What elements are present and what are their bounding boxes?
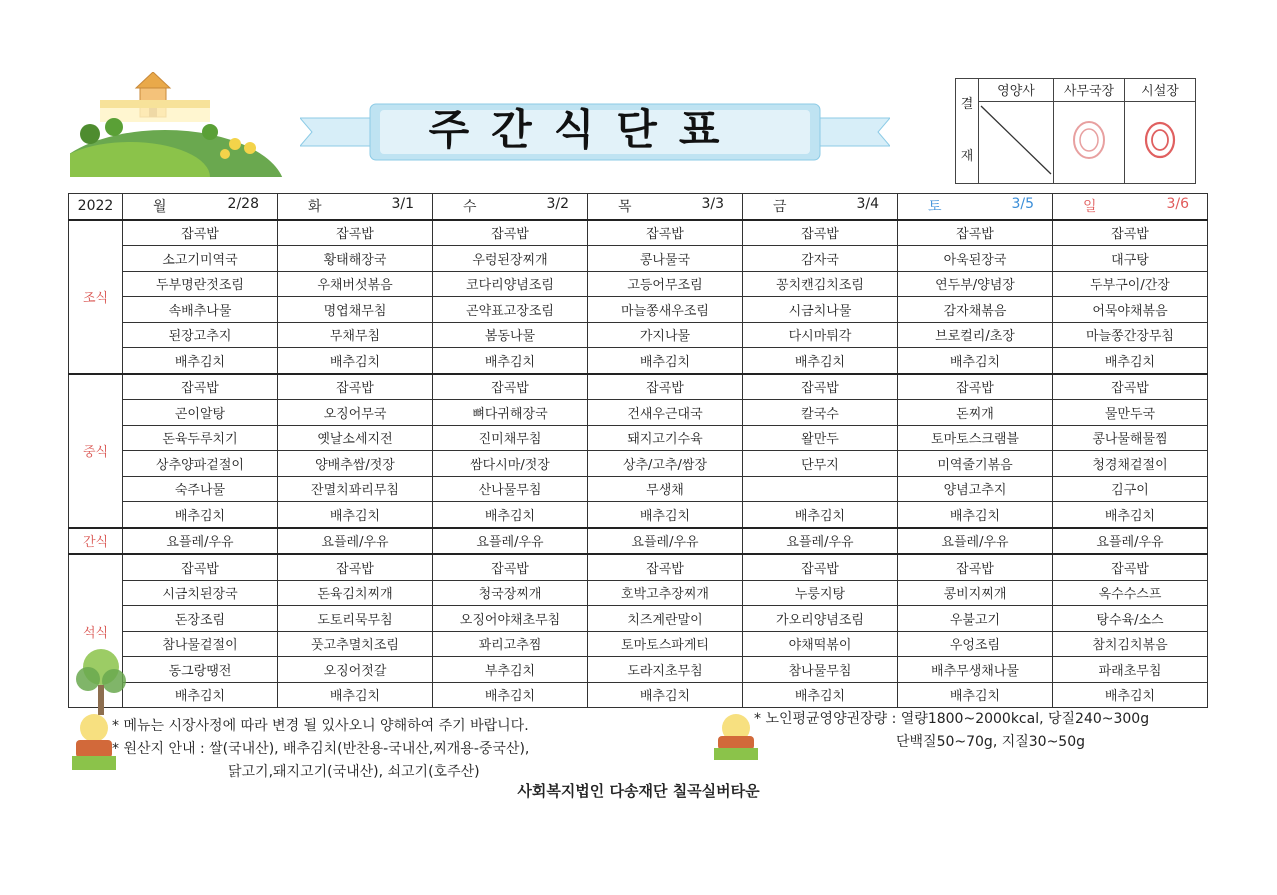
menu-cell: 배추김치 bbox=[123, 502, 278, 528]
garden-illustration bbox=[712, 712, 760, 762]
menu-cell: 잡곡밥 bbox=[1053, 220, 1208, 246]
menu-cell: 우엉조림 bbox=[898, 631, 1053, 657]
menu-cell: 참치김치볶음 bbox=[1053, 631, 1208, 657]
menu-cell: 건새우근대국 bbox=[588, 400, 743, 426]
menu-row bbox=[69, 297, 1208, 323]
menu-cell: 잡곡밥 bbox=[123, 220, 278, 246]
day-header-5 bbox=[743, 194, 898, 220]
menu-cell: 봄동나물 bbox=[433, 322, 588, 348]
menu-row bbox=[69, 682, 1208, 708]
menu-cell: 오징어젓갈 bbox=[278, 657, 433, 683]
menu-cell: 브로컬리/초장 bbox=[898, 322, 1053, 348]
menu-cell: 쌈다시마/젓장 bbox=[433, 451, 588, 477]
origin-note: * 원산지 안내 : 쌀(국내산), 배추김치(반찬용-국내산,찌개용-중국산), bbox=[112, 741, 530, 757]
menu-cell: 배추김치 bbox=[433, 348, 588, 374]
menu-cell: 배추김치 bbox=[743, 682, 898, 708]
menu-cell: 가오리양념조림 bbox=[743, 606, 898, 632]
menu-cell: 배추김치 bbox=[1053, 502, 1208, 528]
menu-cell: 옛날소세지전 bbox=[278, 425, 433, 451]
menu-cell: 배추김치 bbox=[898, 682, 1053, 708]
menu-cell: 된장고추지 bbox=[123, 322, 278, 348]
menu-cell: 잔멸치꽈리무침 bbox=[278, 476, 433, 502]
menu-cell: 배추김치 bbox=[278, 348, 433, 374]
menu-cell: 잡곡밥 bbox=[1053, 554, 1208, 580]
nutrition-note: * 노인평균영양권장량 : 열량1800~2000kcal, 당질240~300g bbox=[754, 711, 1150, 727]
menu-cell: 누룽지탕 bbox=[743, 580, 898, 606]
menu-cell: 속배추나물 bbox=[123, 297, 278, 323]
menu-cell: 두부구이/간장 bbox=[1053, 271, 1208, 297]
approval-sign-office-manager bbox=[1054, 101, 1125, 184]
menu-cell: 물만두국 bbox=[1053, 400, 1208, 426]
menu-cell: 왈만두 bbox=[743, 425, 898, 451]
menu-cell: 콩나물국 bbox=[588, 246, 743, 272]
menu-cell: 요플레/우유 bbox=[278, 528, 433, 555]
menu-cell: 시금치된장국 bbox=[123, 580, 278, 606]
day-header-6 bbox=[898, 194, 1053, 220]
menu-cell: 숙주나물 bbox=[123, 476, 278, 502]
menu-cell: 호박고추장찌개 bbox=[588, 580, 743, 606]
menu-row bbox=[69, 400, 1208, 426]
day-name: 목 bbox=[618, 199, 632, 216]
menu-cell: 잡곡밥 bbox=[743, 374, 898, 400]
menu-cell: 명엽채무침 bbox=[278, 297, 433, 323]
menu-cell: 두부명란젓조림 bbox=[123, 271, 278, 297]
menu-row bbox=[69, 322, 1208, 348]
menu-cell: 오징어무국 bbox=[278, 400, 433, 426]
menu-cell: 잡곡밥 bbox=[588, 554, 743, 580]
menu-cell: 산나물무침 bbox=[433, 476, 588, 502]
approval-sign-dietitian bbox=[979, 101, 1054, 184]
menu-row bbox=[69, 580, 1208, 606]
menu-cell: 꽁치캔김치조림 bbox=[743, 271, 898, 297]
menu-row bbox=[69, 246, 1208, 272]
day-date: 3/2 bbox=[546, 196, 569, 213]
menu-cell: 배추김치 bbox=[278, 502, 433, 528]
menu-cell: 진미채무침 bbox=[433, 425, 588, 451]
menu-cell: 잡곡밥 bbox=[123, 554, 278, 580]
menu-cell: 배추김치 bbox=[123, 682, 278, 708]
menu-cell: 고등어무조림 bbox=[588, 271, 743, 297]
menu-cell: 마늘쫑새우조림 bbox=[588, 297, 743, 323]
day-date: 2/28 bbox=[227, 196, 259, 213]
menu-cell: 감자국 bbox=[743, 246, 898, 272]
menu-row bbox=[69, 554, 1208, 580]
menu-cell: 꽈리고추찜 bbox=[433, 631, 588, 657]
menu-cell: 감자채볶음 bbox=[898, 297, 1053, 323]
meal-label: 중식 bbox=[69, 374, 123, 528]
menu-cell: 도라지초무침 bbox=[588, 657, 743, 683]
menu-row bbox=[69, 476, 1208, 502]
menu-cell: 청국장찌개 bbox=[433, 580, 588, 606]
menu-row bbox=[69, 271, 1208, 297]
menu-cell: 황태해장국 bbox=[278, 246, 433, 272]
day-name: 일 bbox=[1083, 199, 1097, 216]
menu-cell: 요플레/우유 bbox=[743, 528, 898, 555]
menu-cell: 돈찌개 bbox=[898, 400, 1053, 426]
menu-cell: 오징어야채초무침 bbox=[433, 606, 588, 632]
menu-cell: 요플레/우유 bbox=[588, 528, 743, 555]
menu-cell: 양배추쌈/젓장 bbox=[278, 451, 433, 477]
day-date: 3/1 bbox=[391, 196, 414, 213]
menu-cell: 마늘쫑간장무침 bbox=[1053, 322, 1208, 348]
menu-cell: 참나물겉절이 bbox=[123, 631, 278, 657]
menu-row bbox=[69, 425, 1208, 451]
menu-cell: 잡곡밥 bbox=[898, 374, 1053, 400]
approval-box bbox=[955, 78, 1196, 184]
menu-row bbox=[69, 631, 1208, 657]
menu-cell: 곤이알탕 bbox=[123, 400, 278, 426]
menu-cell: 잡곡밥 bbox=[898, 554, 1053, 580]
day-header-2 bbox=[278, 194, 433, 220]
menu-cell: 어묵야채볶음 bbox=[1053, 297, 1208, 323]
menu-cell: 요플레/우유 bbox=[898, 528, 1053, 555]
menu-cell: 김구이 bbox=[1053, 476, 1208, 502]
church-hill-illustration bbox=[70, 72, 290, 177]
origin-note-continued: 닭고기,돼지고기(국내산), 쇠고기(호주산) bbox=[228, 764, 480, 780]
day-name: 월 bbox=[153, 199, 167, 216]
menu-row bbox=[69, 528, 1208, 555]
menu-cell: 양념고추지 bbox=[898, 476, 1053, 502]
menu-cell: 곤약표고장조림 bbox=[433, 297, 588, 323]
menu-cell: 잡곡밥 bbox=[743, 220, 898, 246]
organization-footer: 사회복지법인 다송재단 칠곡실버타운 bbox=[517, 782, 760, 800]
day-header-4 bbox=[588, 194, 743, 220]
menu-cell: 시금치나물 bbox=[743, 297, 898, 323]
menu-cell: 돈육김치찌개 bbox=[278, 580, 433, 606]
menu-cell: 배추김치 bbox=[743, 348, 898, 374]
day-name: 토 bbox=[928, 199, 942, 216]
day-name: 수 bbox=[463, 199, 477, 216]
menu-cell: 무생채 bbox=[588, 476, 743, 502]
meal-label: 조식 bbox=[69, 220, 123, 374]
garden-illustration bbox=[70, 712, 118, 772]
menu-cell: 풋고추멸치조림 bbox=[278, 631, 433, 657]
menu-cell: 상추양파겉절이 bbox=[123, 451, 278, 477]
approval-header-office-manager: 사무국장 bbox=[1054, 79, 1125, 102]
menu-cell: 돼지고기수육 bbox=[588, 425, 743, 451]
menu-cell: 배추김치 bbox=[123, 348, 278, 374]
menu-cell: 잡곡밥 bbox=[743, 554, 898, 580]
menu-row bbox=[69, 606, 1208, 632]
menu-cell: 잡곡밥 bbox=[588, 374, 743, 400]
menu-cell: 탕수육/소스 bbox=[1053, 606, 1208, 632]
approval-header-dietitian: 영양사 bbox=[979, 79, 1054, 102]
menu-cell: 상추/고추/쌈장 bbox=[588, 451, 743, 477]
menu-cell: 다시마튀각 bbox=[743, 322, 898, 348]
menu-cell: 칼국수 bbox=[743, 400, 898, 426]
approval-sign-director bbox=[1125, 101, 1196, 184]
menu-cell: 옥수수스프 bbox=[1053, 580, 1208, 606]
approval-row-label bbox=[956, 79, 979, 184]
menu-cell: 잡곡밥 bbox=[278, 554, 433, 580]
menu-cell: 잡곡밥 bbox=[278, 220, 433, 246]
meal-label: 간식 bbox=[69, 528, 123, 555]
day-date: 3/6 bbox=[1166, 196, 1189, 213]
menu-cell bbox=[743, 476, 898, 502]
menu-cell: 돈장조림 bbox=[123, 606, 278, 632]
menu-cell: 동그랑땡전 bbox=[123, 657, 278, 683]
menu-cell: 잡곡밥 bbox=[123, 374, 278, 400]
menu-cell: 잡곡밥 bbox=[1053, 374, 1208, 400]
menu-cell: 콩나물해물찜 bbox=[1053, 425, 1208, 451]
menu-cell: 연두부/양념장 bbox=[898, 271, 1053, 297]
meal-label: 석식 bbox=[69, 554, 123, 708]
menu-cell: 배추김치 bbox=[743, 502, 898, 528]
day-date: 3/4 bbox=[856, 196, 879, 213]
menu-cell: 돈육두루치기 bbox=[123, 425, 278, 451]
menu-cell: 잡곡밥 bbox=[278, 374, 433, 400]
menu-cell: 치즈계란말이 bbox=[588, 606, 743, 632]
stamp-icon bbox=[1054, 104, 1124, 176]
menu-cell: 배추무생채나물 bbox=[898, 657, 1053, 683]
menu-row bbox=[69, 348, 1208, 374]
menu-cell: 잡곡밥 bbox=[433, 554, 588, 580]
menu-cell: 배추김치 bbox=[588, 502, 743, 528]
menu-cell: 잡곡밥 bbox=[433, 374, 588, 400]
menu-cell: 가지나물 bbox=[588, 322, 743, 348]
menu-cell: 배추김치 bbox=[898, 502, 1053, 528]
day-date: 3/5 bbox=[1011, 196, 1034, 213]
menu-cell: 참나물무침 bbox=[743, 657, 898, 683]
nutrition-note-continued: 단백질50~70g, 지질30~50g bbox=[896, 734, 1086, 750]
menu-cell: 우불고기 bbox=[898, 606, 1053, 632]
menu-row bbox=[69, 451, 1208, 477]
day-date: 3/3 bbox=[701, 196, 724, 213]
tree-illustration bbox=[72, 645, 130, 717]
menu-cell: 코다리양념조림 bbox=[433, 271, 588, 297]
menu-change-note: * 메뉴는 시장사정에 따라 변경 될 있사오니 양해하여 주기 바랍니다. bbox=[112, 718, 529, 734]
menu-cell: 잡곡밥 bbox=[433, 220, 588, 246]
weekly-menu-table bbox=[68, 193, 1208, 708]
approval-label-gyeol: 결 bbox=[960, 97, 974, 112]
menu-cell: 야채떡볶이 bbox=[743, 631, 898, 657]
menu-row bbox=[69, 374, 1208, 400]
menu-cell: 소고기미역국 bbox=[123, 246, 278, 272]
menu-row bbox=[69, 220, 1208, 246]
menu-cell: 아욱된장국 bbox=[898, 246, 1053, 272]
menu-row bbox=[69, 502, 1208, 528]
menu-cell: 배추김치 bbox=[1053, 348, 1208, 374]
menu-cell: 배추김치 bbox=[433, 502, 588, 528]
menu-cell: 요플레/우유 bbox=[1053, 528, 1208, 555]
menu-cell: 잡곡밥 bbox=[898, 220, 1053, 246]
menu-cell: 잡곡밥 bbox=[588, 220, 743, 246]
menu-cell: 요플레/우유 bbox=[433, 528, 588, 555]
day-header-7 bbox=[1053, 194, 1208, 220]
menu-cell: 도토리묵무침 bbox=[278, 606, 433, 632]
menu-cell: 배추김치 bbox=[898, 348, 1053, 374]
menu-cell: 청경채겉절이 bbox=[1053, 451, 1208, 477]
day-header-row bbox=[69, 194, 1208, 220]
approval-label-jae: 재 bbox=[960, 149, 974, 164]
menu-cell: 콩비지찌개 bbox=[898, 580, 1053, 606]
menu-cell: 부추김치 bbox=[433, 657, 588, 683]
day-name: 화 bbox=[308, 199, 322, 216]
day-header-1 bbox=[123, 194, 278, 220]
stamp-icon bbox=[1125, 104, 1195, 176]
menu-cell: 배추김치 bbox=[1053, 682, 1208, 708]
diagonal-strike bbox=[979, 104, 1053, 176]
menu-cell: 우채버섯볶음 bbox=[278, 271, 433, 297]
day-header-3 bbox=[433, 194, 588, 220]
menu-cell: 무채무침 bbox=[278, 322, 433, 348]
menu-cell: 단무지 bbox=[743, 451, 898, 477]
approval-header-director: 시설장 bbox=[1125, 79, 1196, 102]
menu-cell: 요플레/우유 bbox=[123, 528, 278, 555]
menu-row bbox=[69, 657, 1208, 683]
menu-cell: 배추김치 bbox=[433, 682, 588, 708]
menu-cell: 미역줄기볶음 bbox=[898, 451, 1053, 477]
menu-cell: 토마토스파게티 bbox=[588, 631, 743, 657]
menu-cell: 배추김치 bbox=[588, 682, 743, 708]
page-title: 주간식단표 bbox=[428, 105, 742, 154]
menu-cell: 토마토스크램블 bbox=[898, 425, 1053, 451]
menu-cell: 대구탕 bbox=[1053, 246, 1208, 272]
menu-cell: 우렁된장찌개 bbox=[433, 246, 588, 272]
year-cell: 2022 bbox=[69, 194, 123, 220]
menu-cell: 배추김치 bbox=[588, 348, 743, 374]
menu-cell: 배추김치 bbox=[278, 682, 433, 708]
menu-cell: 파래초무침 bbox=[1053, 657, 1208, 683]
day-name: 금 bbox=[773, 199, 787, 216]
menu-cell: 뼈다귀해장국 bbox=[433, 400, 588, 426]
